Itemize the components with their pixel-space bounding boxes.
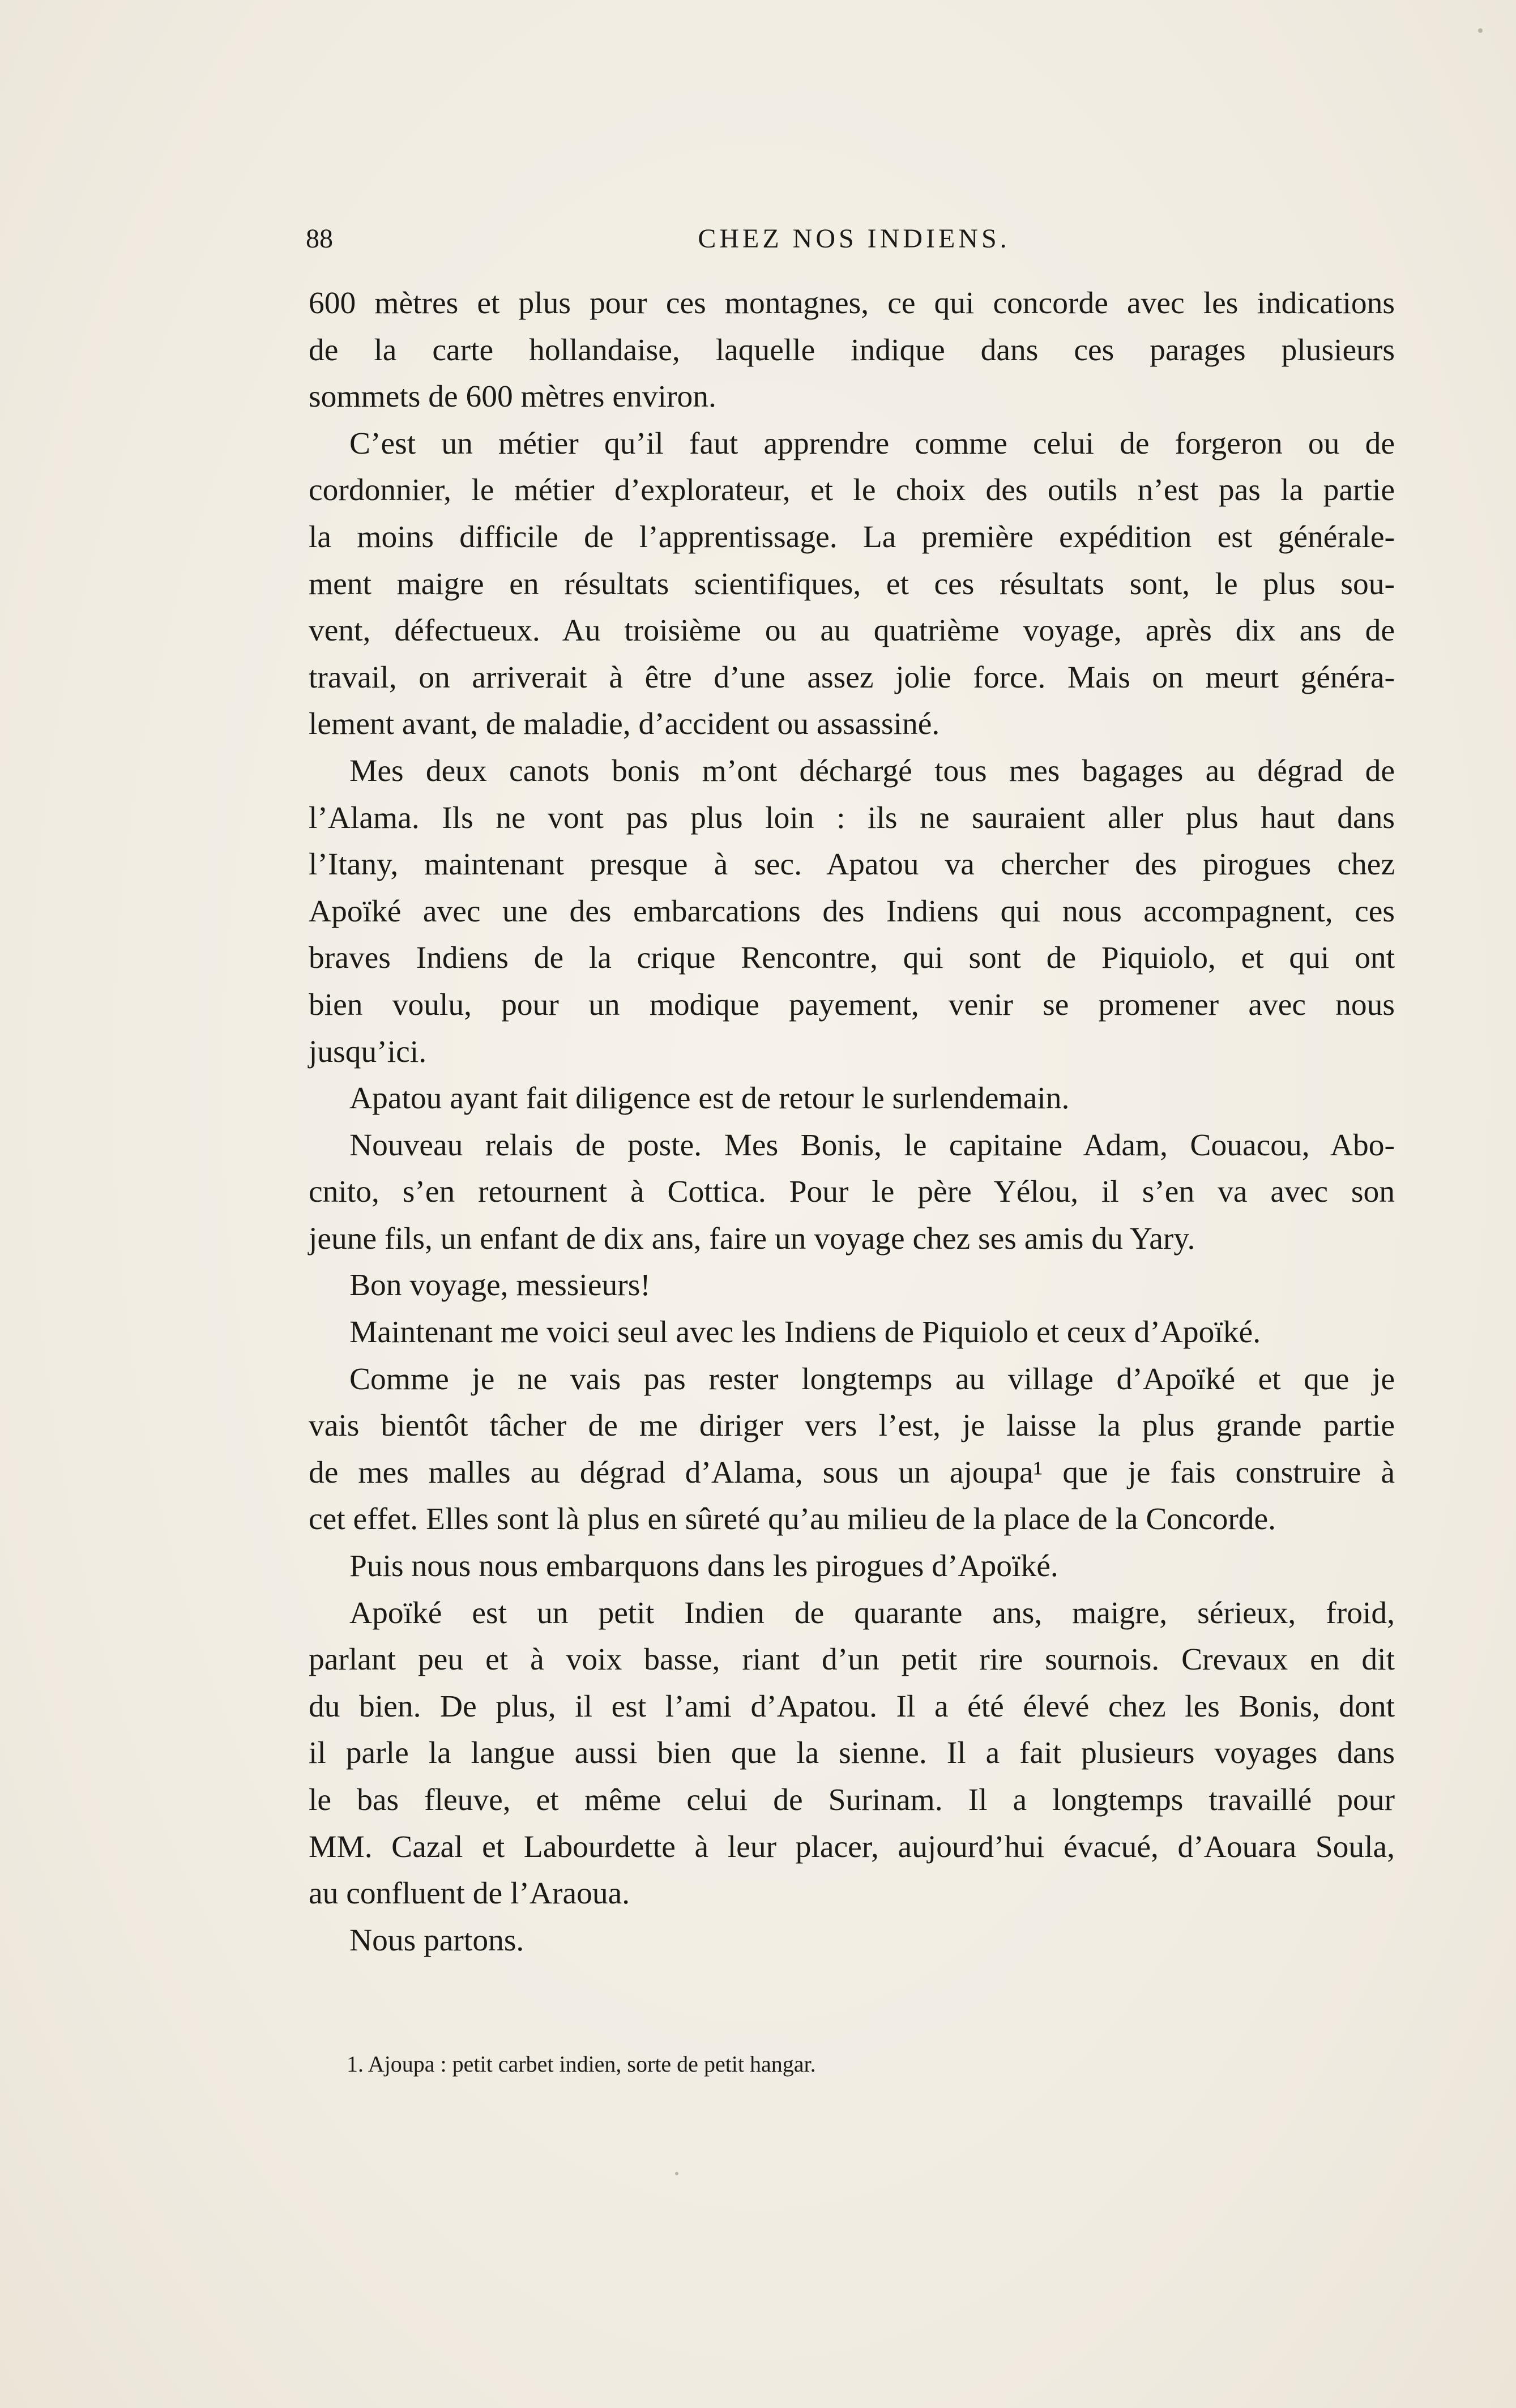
text-line: il parle la langue aussi bien que la sienne. Il a fait plusieurs voyages dans [309,1736,1395,1771]
text-line: Puis nous nous embarquons dans les pirogues d’Apoïké. [349,1549,1058,1584]
text-line: Maintenant me voici seul avec les Indiens de Piquiolo et ceux d’Apoïké. [349,1315,1261,1350]
text-line: au confluent de l’Araoua. [309,1876,630,1911]
text-line: Nous partons. [349,1923,524,1958]
text-line: parlant peu et à voix basse, riant d’un petit rire sournois. Crevaux en dit [309,1642,1395,1677]
text-line: vais bientôt tâcher de me diriger vers l’est, je laisse la plus grande partie [309,1408,1395,1444]
text-line: Apoïké avec une des embarcations des Indiens qui nous accompagnent, ces [309,894,1395,929]
text-line: jeune fils, un enfant de dix ans, faire un voyage chez ses amis du Yary. [309,1221,1195,1256]
text-line: cordonnier, le métier d’explorateur, et le choix des outils n’est pas la partie [309,473,1395,508]
text-line: travail, on arriverait à être d’une assez jolie force. Mais on meurt généra- [309,660,1395,695]
text-line: le bas fleuve, et même celui de Surinam. Il a longtemps travaillé pour [309,1783,1395,1817]
footnote: 1. Ajoupa : petit carbet indien, sorte de petit hangar. [347,2051,816,2077]
text-line: lement avant, de maladie, d’accident ou assassiné. [309,707,940,742]
page-header [306,222,1402,256]
text-line: de mes malles au dégrad d’Alama, sous un ajoupa¹ que je fais construire à [309,1455,1395,1490]
text-line: de la carte hollandaise, laquelle indique dans ces parages plusieurs [309,332,1395,368]
text-line: l’Alama. Ils ne vont pas plus loin : ils ne sauraient aller plus haut dans [309,800,1395,835]
text-line: bien voulu, pour un modique payement, venir se promener avec nous [309,987,1395,1022]
text-line: cnito, s’en retournent à Cottica. Pour le père Yélou, il s’en va avec son [309,1175,1395,1210]
text-line: Apatou ayant fait diligence est de retour le surlendemain. [349,1081,1070,1116]
page-number: 88 [306,224,333,254]
text-line: cet effet. Elles sont là plus en sûreté qu’au milieu de la place de la Concorde. [309,1502,1276,1537]
text-line: sommets de 600 mètres environ. [309,379,716,415]
text-line: vent, défectueux. Au troisième ou au quatrième voyage, après dix ans de [309,613,1395,648]
text-line: jusqu’ici. [309,1034,427,1069]
text-line: Apoïké est un petit Indien de quarante ans, maigre, sérieux, froid, [349,1595,1395,1630]
text-line: 600 mètres et plus pour ces montagnes, ce qui concorde avec les indications [309,286,1395,321]
text-line: Mes deux canots bonis m’ont déchargé tous mes bagages au dégrad de [349,753,1395,788]
text-line: Nouveau relais de poste. Mes Bonis, le capitaine Adam, Couacou, Abo- [349,1128,1395,1163]
paper-speck [1478,28,1483,33]
body-text [309,280,1395,1964]
text-line: Comme je ne vais pas rester longtemps au village d’Apoïké et que je [349,1361,1395,1397]
text-line: MM. Cazal et Labourdette à leur placer, aujourd’hui évacué, d’Aouara Soula, [309,1829,1395,1864]
text-line: du bien. De plus, il est l’ami d’Apatou. Il a été élevé chez les Bonis, dont [309,1689,1395,1724]
paper-speck [675,2172,678,2175]
text-line: braves Indiens de la crique Rencontre, qui sont de Piquiolo, et qui ont [309,941,1395,976]
text-line: C’est un métier qu’il faut apprendre comme celui de forgeron ou de [349,426,1395,461]
text-line: la moins difficile de l’apprentissage. La première expédition est générale- [309,519,1395,554]
text-line: ment maigre en résultats scientifiques, et ces résultats sont, le plus sou- [309,566,1395,601]
text-line: l’Itany, maintenant presque à sec. Apatou va chercher des pirogues chez [309,847,1395,882]
running-title: CHEZ NOS INDIENS. [698,224,1010,254]
text-line: Bon voyage, messieurs! [349,1268,651,1303]
